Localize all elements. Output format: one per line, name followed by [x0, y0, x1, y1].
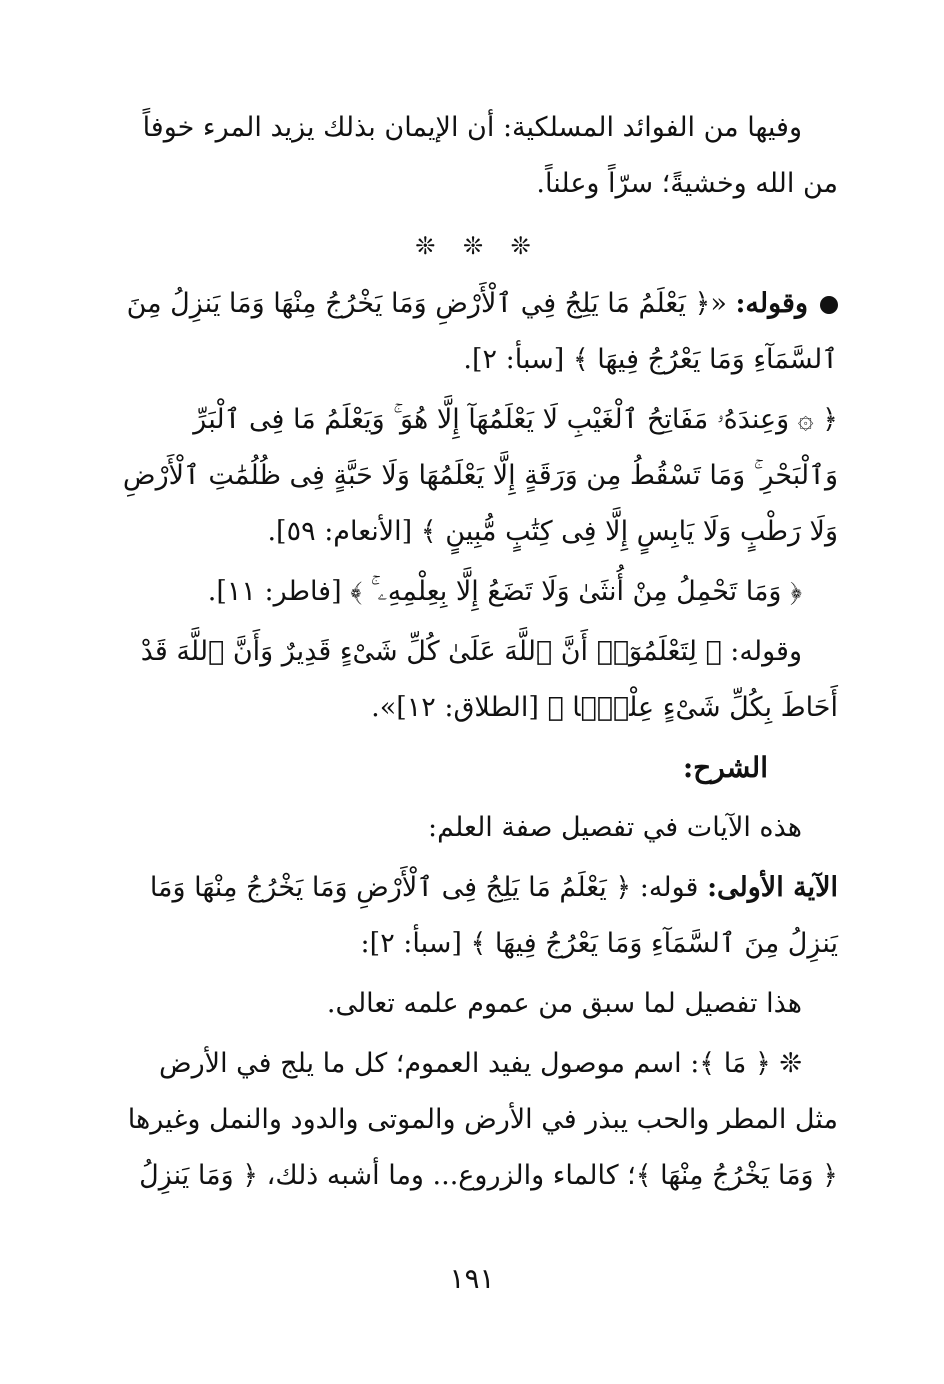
quran-verse-fatir: ﴿ وَمَا تَحْمِلُ مِنْ أُنثَىٰ وَلَا تَضَعُ إِلَّا بِعِلْمِهِۦ ۚ ﴾ [فاطر: ١١]. [207, 576, 802, 607]
section-heading: الشرح: [682, 751, 768, 784]
bullet-icon [820, 296, 838, 314]
first-verse-body: قوله: ﴿ يَعْلَمُ مَا يَلِجُ فِى ٱلْأَرْضِ وَمَا يَخْرُجُ مِنْهَا وَمَا يَنزِلُ مِنَ ٱلسَّمَآءِ وَمَا يَعْرُجُ فِيهَا ﴾ [سبأ: ٢]: [149, 872, 838, 959]
quran-verse-saba: «﴿ يَعْلَمُ مَا يَلِجُ فِي ٱلْأَرْضِ وَمَا يَخْرُجُ مِنْهَا وَمَا يَنزِلُ مِنَ ٱلسَّمَآءِ وَمَا يَعْرُجُ فِيهَا ﴾ [سبأ: ٢]. [126, 288, 838, 375]
section-divider: ❊ ❊ ❊ [415, 232, 541, 260]
quran-verse-anam: ﴿ ۞ وَعِندَهُۥ مَفَاتِحُ ٱلْغَيْبِ لَا يَعْلَمُهَآ إِلَّا هُوَ ۚ وَيَعْلَمُ مَا فِى ٱلْبَرِّ وَٱلْبَحْرِ ۚ وَمَا تَسْقُطُ مِن وَرَقَةٍ إِلَّا يَعْلَمُهَا وَلَا حَبَّةٍ فِى ظُلُمَٰتِ ٱلْأَرْضِ وَلَا رَطْبٍ وَلَا يَابِسٍ إِلَّا فِى كِتَٰبٍ مُّبِينٍ ﴾ [الأنعام: ٥٩]. [122, 404, 838, 547]
paragraph-benefits: وفيها من الفوائد المسلكية: أن الإيمان بذلك يزيد المرء خوفاً من الله وخشيةً؛ سرّاً وعلناً. [142, 112, 838, 199]
paragraph-detail: هذا تفصيل لما سبق من عموم علمه تعالى. [326, 988, 802, 1019]
paragraph-ma-explanation: ❊ ﴿ مَا ﴾: اسم موصول يفيد العموم؛ كل ما يلج في الأرض مثل المطر والحب يبذر في الأرض والموتى والدود والنمل وغيرها ﴿ وَمَا يَخْرُجُ مِنْهَا ﴾؛ كالماء والزروع... وما أشبه ذلك، ﴿ وَمَا يَنزِلُ [127, 1048, 838, 1191]
paragraph-quote-saba [118, 276, 838, 388]
paragraph-first-verse [118, 860, 838, 972]
first-verse-lead: الآية الأولى: [707, 872, 838, 903]
page-body [118, 100, 838, 1208]
quote-lead: وقوله: [735, 288, 808, 319]
paragraph-intro: هذه الآيات في تفصيل صفة العلم: [428, 812, 802, 843]
paragraph-quote-talaq: وقوله: ﴿ لِتَعْلَمُوٓا۟ أَنَّ ٱللَّهَ عَلَىٰ كُلِّ شَىْءٍ قَدِيرٌ وَأَنَّ ٱللَّهَ قَدْ أَحَاطَ بِكُلِّ شَىْءٍ عِلْمًۢا ﴾ [الطلاق: ١٢]». [140, 636, 838, 723]
page-number: ١٩١ [449, 1262, 495, 1295]
